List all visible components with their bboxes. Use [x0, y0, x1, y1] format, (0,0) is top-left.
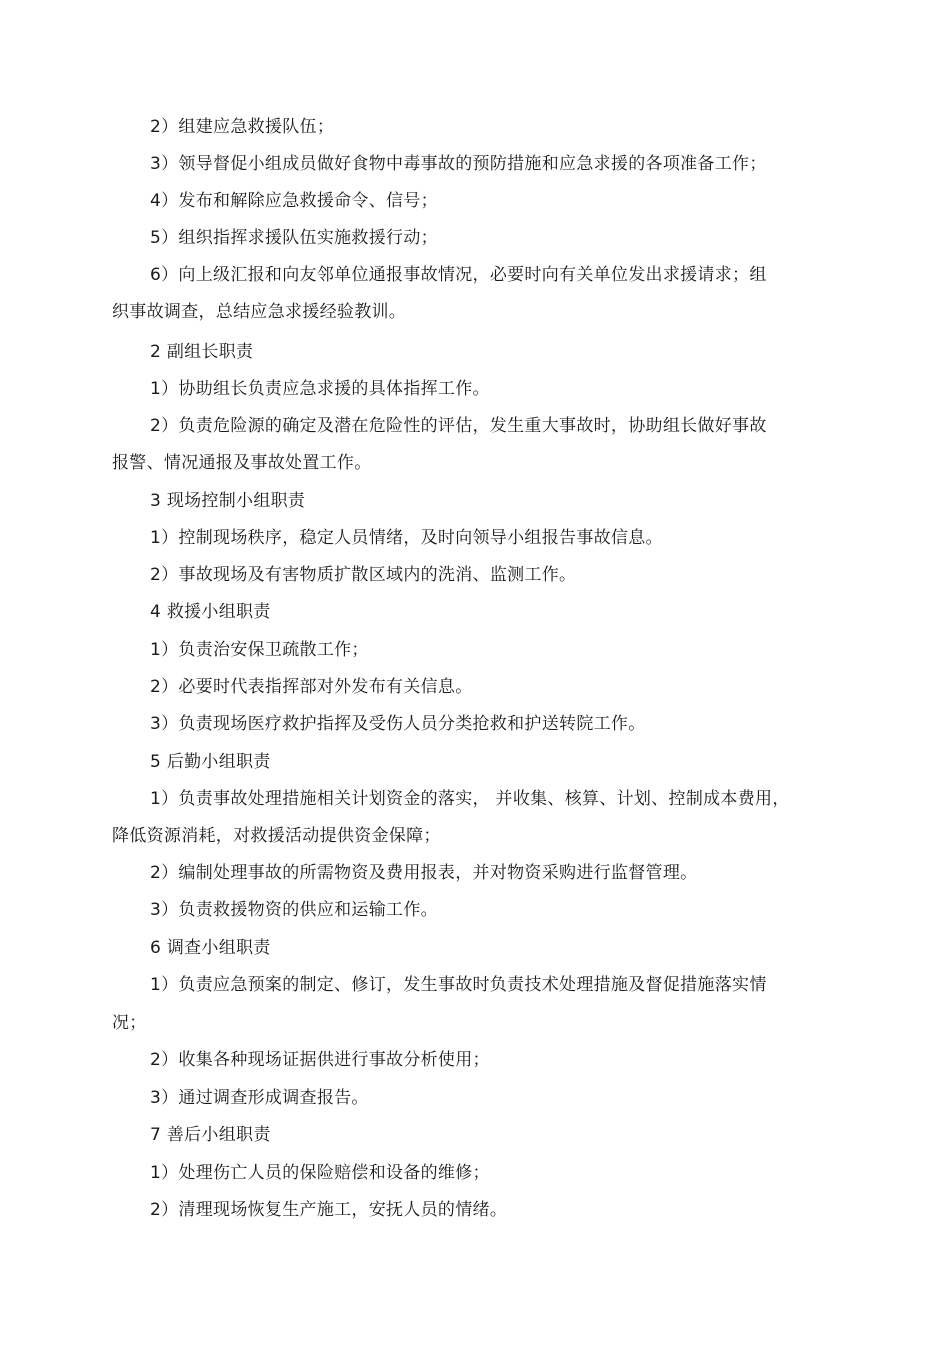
item-deputy-duty-1: 1）协助组长负责应急求援的具体指挥工作。 — [150, 379, 490, 399]
item-investigation-1-cont: 况； — [112, 1013, 147, 1033]
item-logistics-1: 1）负责事故处理措施相关计划资金的落实， 并收集、核算、计划、控制成本费用， — [150, 789, 790, 809]
section-heading-aftermath: 7 善后小组职责 — [150, 1125, 271, 1145]
item-logistics-1-cont: 降低资源消耗，对救援活动提供资金保障； — [112, 826, 441, 846]
item-leader-duty-5: 5）组织指挥求援队伍实施救援行动； — [150, 228, 438, 248]
item-investigation-2: 2）收集各种现场证据供进行事故分析使用； — [150, 1050, 490, 1070]
item-logistics-2: 2）编制处理事故的所需物资及费用报表，并对物资采购进行监督管理。 — [150, 863, 698, 883]
item-rescue-2: 2）必要时代表指挥部对外发布有关信息。 — [150, 677, 473, 697]
item-investigation-3: 3）通过调查形成调查报告。 — [150, 1088, 369, 1108]
item-deputy-duty-2-cont: 报警、情况通报及事故处置工作。 — [112, 453, 372, 473]
item-leader-duty-2: 2）组建应急救援队伍； — [150, 117, 335, 137]
section-heading-investigation: 6 调查小组职责 — [150, 938, 271, 958]
item-aftermath-1: 1）处理伤亡人员的保险赔偿和设备的维修； — [150, 1163, 490, 1183]
item-leader-duty-6-cont: 织事故调查，总结应急求援经验教训。 — [112, 302, 407, 322]
section-heading-logistics: 5 后勤小组职责 — [150, 752, 271, 772]
item-rescue-3: 3）负责现场医疗救护指挥及受伤人员分类抢救和护送转院工作。 — [150, 714, 646, 734]
section-heading-rescue: 4 救援小组职责 — [150, 602, 271, 622]
item-logistics-3: 3）负责救援物资的供应和运输工作。 — [150, 900, 438, 920]
item-leader-duty-6: 6）向上级汇报和向友邻单位通报事故情况，必要时向有关单位发出求援请求；组 — [150, 265, 767, 285]
item-leader-duty-4: 4）发布和解除应急救援命令、信号； — [150, 191, 438, 211]
item-site-control-1: 1）控制现场秩序，稳定人员情绪，及时向领导小组报告事故信息。 — [150, 528, 663, 548]
section-heading-site-control: 3 现场控制小组职责 — [150, 491, 306, 511]
item-rescue-1: 1）负责治安保卫疏散工作； — [150, 640, 369, 660]
item-site-control-2: 2）事故现场及有害物质扩散区域内的洗消、监测工作。 — [150, 565, 577, 585]
item-leader-duty-3: 3）领导督促小组成员做好食物中毒事故的预防措施和应急求援的各项准备工作； — [150, 154, 767, 174]
item-aftermath-2: 2）清理现场恢复生产施工，安抚人员的情绪。 — [150, 1200, 508, 1220]
item-investigation-1: 1）负责应急预案的制定、修订，发生事故时负责技术处理措施及督促措施落实情 — [150, 975, 767, 995]
item-deputy-duty-2: 2）负责危险源的确定及潜在危险性的评估，发生重大事故时，协助组长做好事故 — [150, 416, 767, 436]
section-heading-deputy: 2 副组长职责 — [150, 342, 254, 362]
